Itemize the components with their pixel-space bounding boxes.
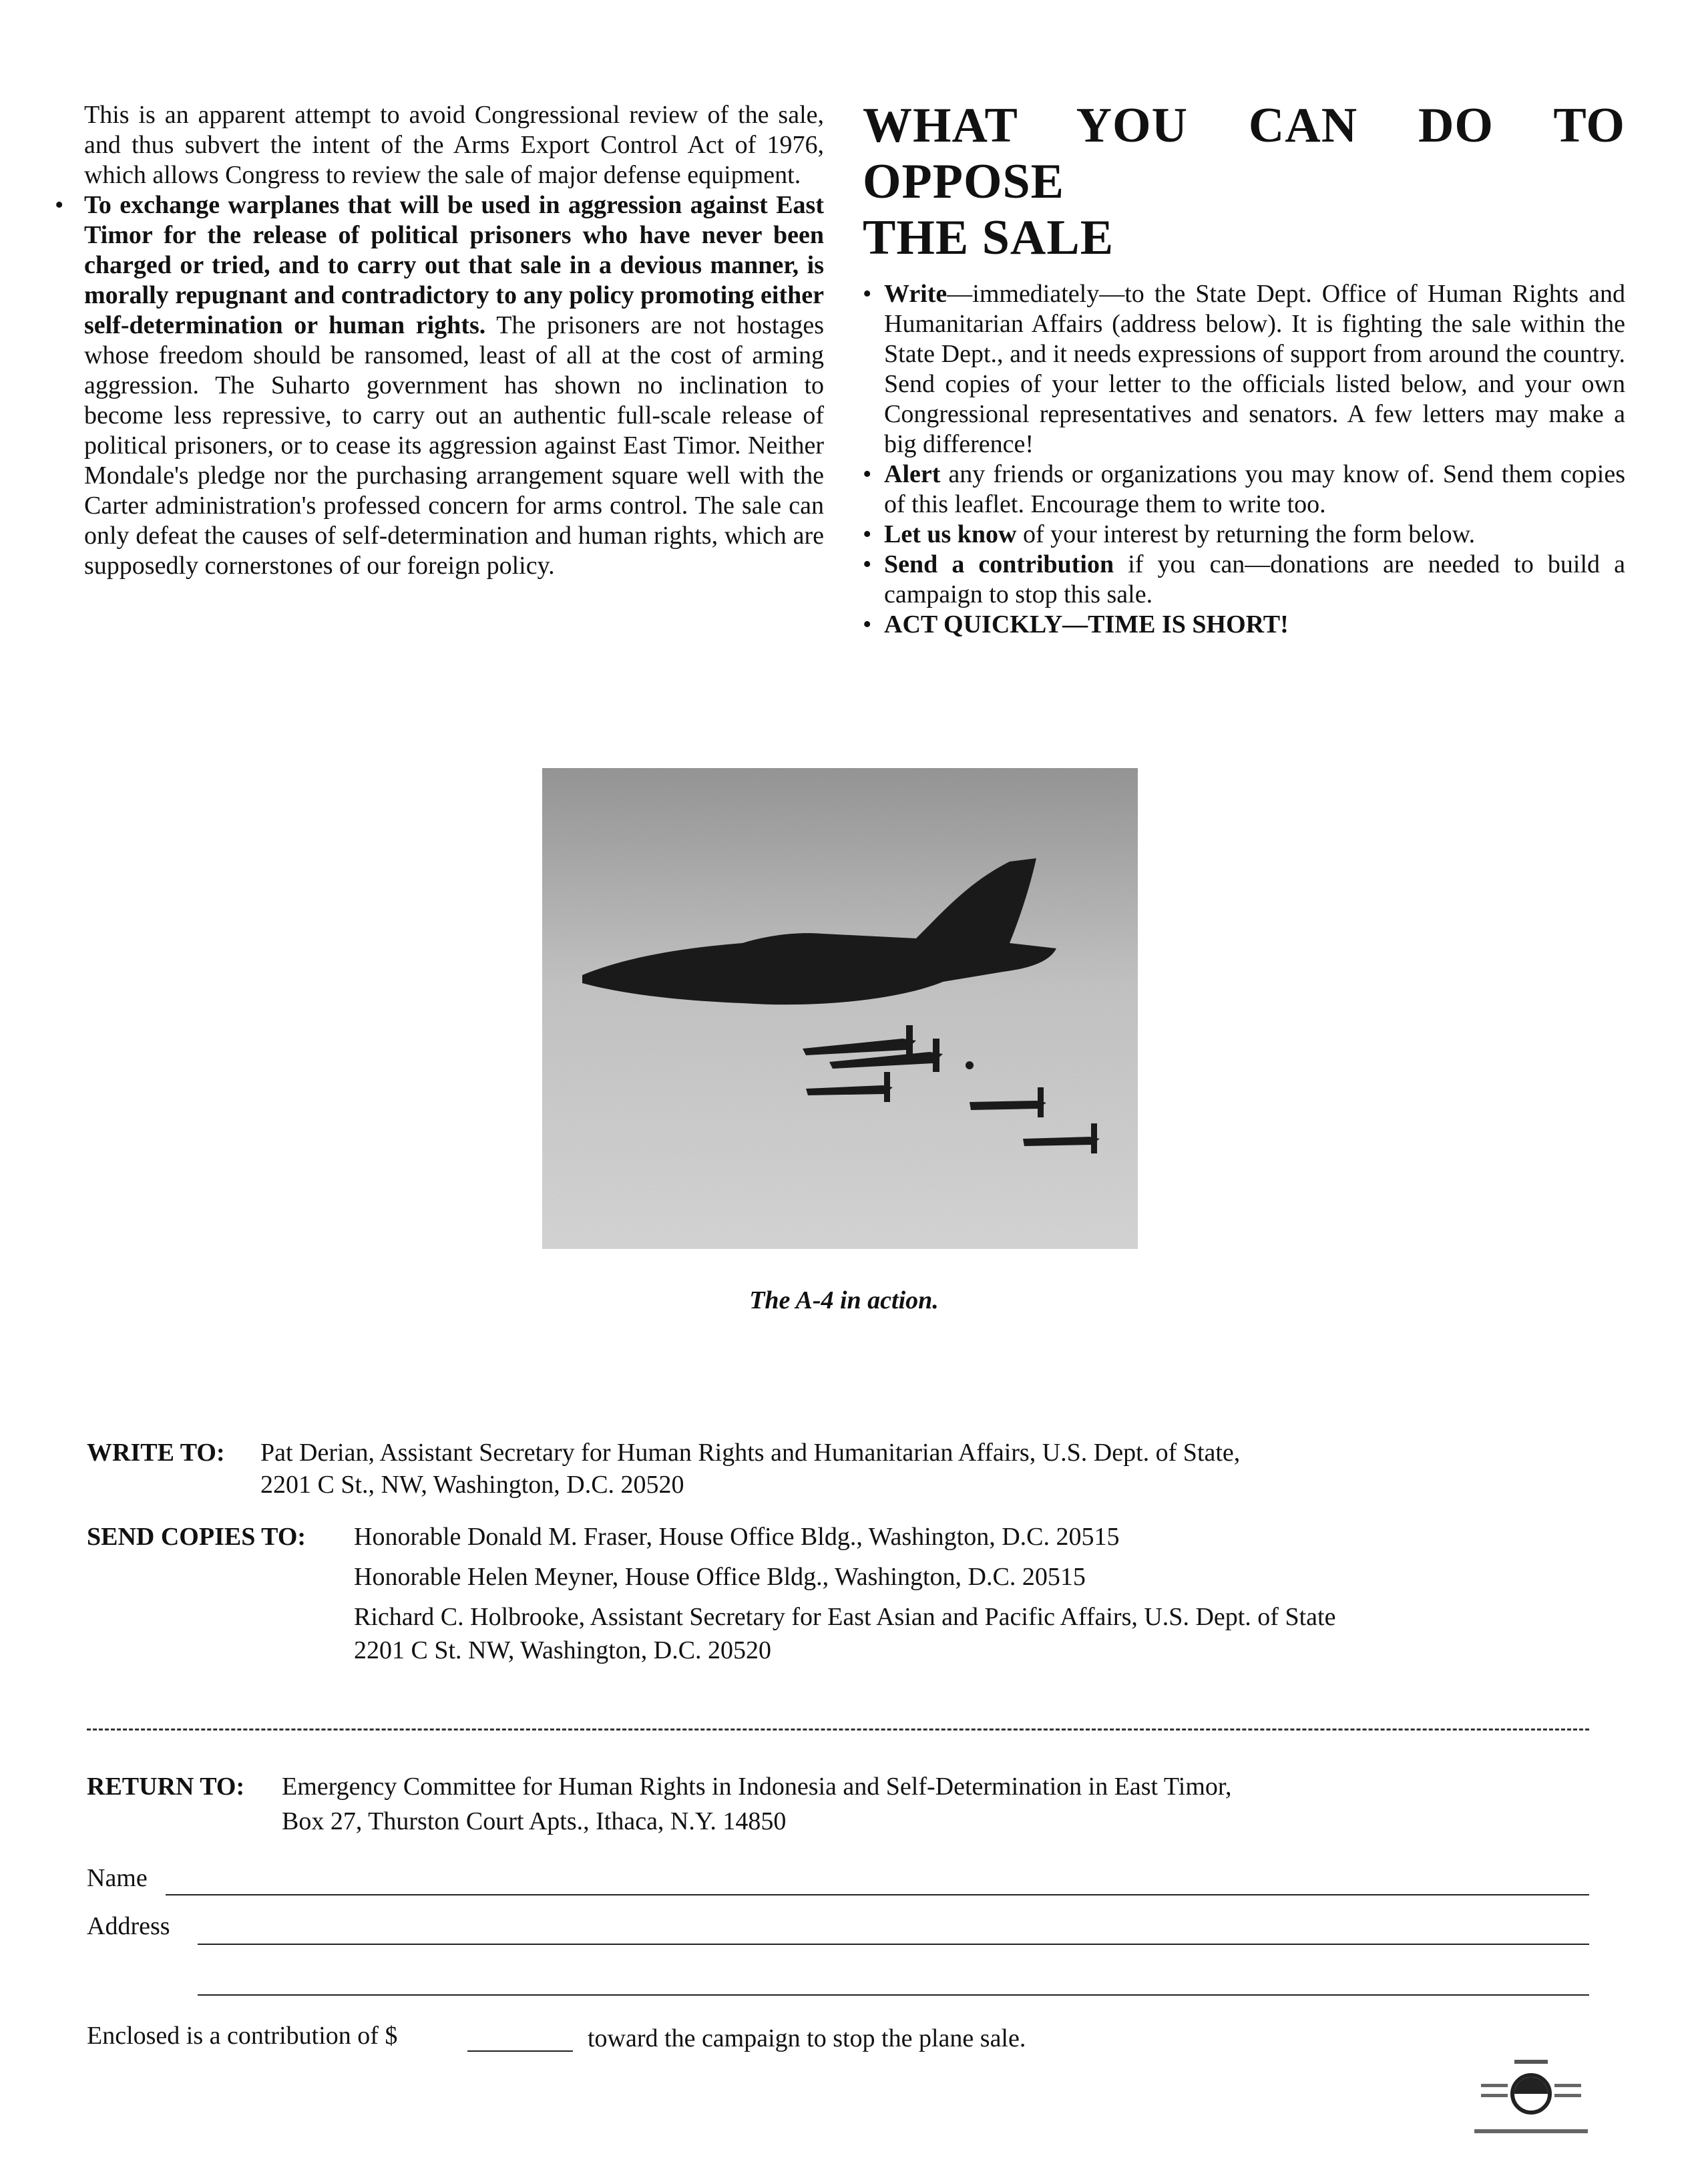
bullet-dot-icon: • [863, 550, 872, 578]
photo-caption: The A-4 in action. [749, 1286, 939, 1314]
contribution-text-after: toward the campaign to stop the plane sale. [588, 2024, 1026, 2052]
address-field-line-2[interactable] [198, 1994, 1589, 1996]
return-to-line-1: Emergency Committee for Human Rights in Indonesia and Self-Determination in East Timor, [282, 1773, 1232, 1801]
bullet-dot-icon: • [55, 191, 64, 219]
union-printer-logo [1468, 2057, 1595, 2144]
write-to-label: WRITE TO: [87, 1439, 225, 1467]
left-column [55, 100, 824, 581]
bullet-bold-text: To exchange warplanes that will be used in aggression against East Timor for the release of political prisoners who have never been charged or tried, and to carry out that sale in a devious manner, is morally repugnant and contradictory to any policy promoting either self-determination or human rights. [84, 191, 824, 339]
send-copies-line-1: Honorable Donald M. Fraser, House Office Bldg., Washington, D.C. 20515 [354, 1523, 1120, 1551]
intro-paragraph: This is an apparent attempt to avoid Congressional review of the sale, and thus subvert the intent of the Arms Export Control Act of 1976, which allows Congress to review the sale of major defense equipment. [84, 101, 824, 189]
address-field-line-1[interactable] [198, 1944, 1589, 1945]
send-copies-line-4: 2201 C St. NW, Washington, D.C. 20520 [354, 1636, 772, 1664]
prisoner-exchange-bullet [55, 190, 824, 581]
a4-aircraft-photo [542, 768, 1138, 1249]
aircraft-bombing-image [542, 768, 1138, 1249]
name-label: Name [87, 1864, 148, 1892]
send-copies-block [87, 1520, 1623, 1680]
bullet-dot-icon: • [863, 280, 872, 308]
address-label: Address [87, 1912, 170, 1940]
action-list [863, 279, 1625, 640]
write-to-line-1: Pat Derian, Assistant Secretary for Human Rights and Humanitarian Affairs, U.S. Dept. of State, [260, 1439, 1241, 1467]
cut-line-divider [87, 1728, 1589, 1731]
contribution-amount-field[interactable] [467, 2050, 573, 2052]
return-to-block [87, 1770, 1623, 1843]
return-to-line-2: Box 27, Thurston Court Apts., Ithaca, N.Y. 14850 [282, 1807, 787, 1835]
headline-line-1: WHAT YOU CAN DO TO OPPOSE [863, 98, 1625, 209]
return-to-label: RETURN TO: [87, 1773, 245, 1801]
bullet-dot-icon: • [863, 520, 872, 548]
action-item-alert: • Alert any friends or organizations you may know of. Send them copies of this leaflet. Encourage them to write too. [863, 460, 1625, 518]
headline-line-2: THE SALE [863, 210, 1114, 265]
action-item-contribute: • Send a contribution if you can—donations are needed to build a campaign to stop this sale. [863, 550, 1625, 608]
bullet-body-text: The prisoners are not hostages whose freedom should be ransomed, least of all at the cost of arming aggression. The Suharto government has shown no inclination to become less repressive, to carry out an authentic full-scale release of political prisoners, or to cease its aggression against East Timor. Neither Mondale's pledge nor the purchasing arrangement square well with the Carter administration's professed concern for arms control. The sale can only defeat the causes of self-determination and human rights, which are supposedly cornerstones of our foreign policy. [84, 311, 824, 580]
contribution-text-before: Enclosed is a contribution of $ [87, 2022, 398, 2050]
action-item-write: • Write—immediately—to the State Dept. Office of Human Rights and Humanitarian Affairs (address below). It is fighting the sale within the State Dept., and it needs expressions of support from around the country. Send copies of your letter to the officials listed below, and your own Congressional representatives and senators. A few letters may make a big difference! [863, 280, 1625, 458]
bullet-dot-icon: • [863, 460, 872, 488]
send-copies-line-2: Honorable Helen Meyner, House Office Bldg., Washington, D.C. 20515 [354, 1563, 1086, 1591]
write-to-block [87, 1436, 1623, 1509]
action-item-act-quickly: • ACT QUICKLY—TIME IS SHORT! [863, 610, 1289, 639]
send-copies-line-3: Richard C. Holbrooke, Assistant Secretary for East Asian and Pacific Affairs, U.S. Dept. of State [354, 1603, 1336, 1631]
headline [863, 98, 1625, 266]
right-column [863, 98, 1625, 640]
write-to-line-2: 2201 C St., NW, Washington, D.C. 20520 [260, 1471, 684, 1499]
send-copies-label: SEND COPIES TO: [87, 1523, 306, 1551]
action-item-let-us-know: • Let us know of your interest by returning the form below. [863, 520, 1476, 548]
bullet-dot-icon: • [863, 610, 872, 639]
union-bug-icon [1468, 2057, 1595, 2144]
name-field[interactable] [166, 1894, 1589, 1895]
